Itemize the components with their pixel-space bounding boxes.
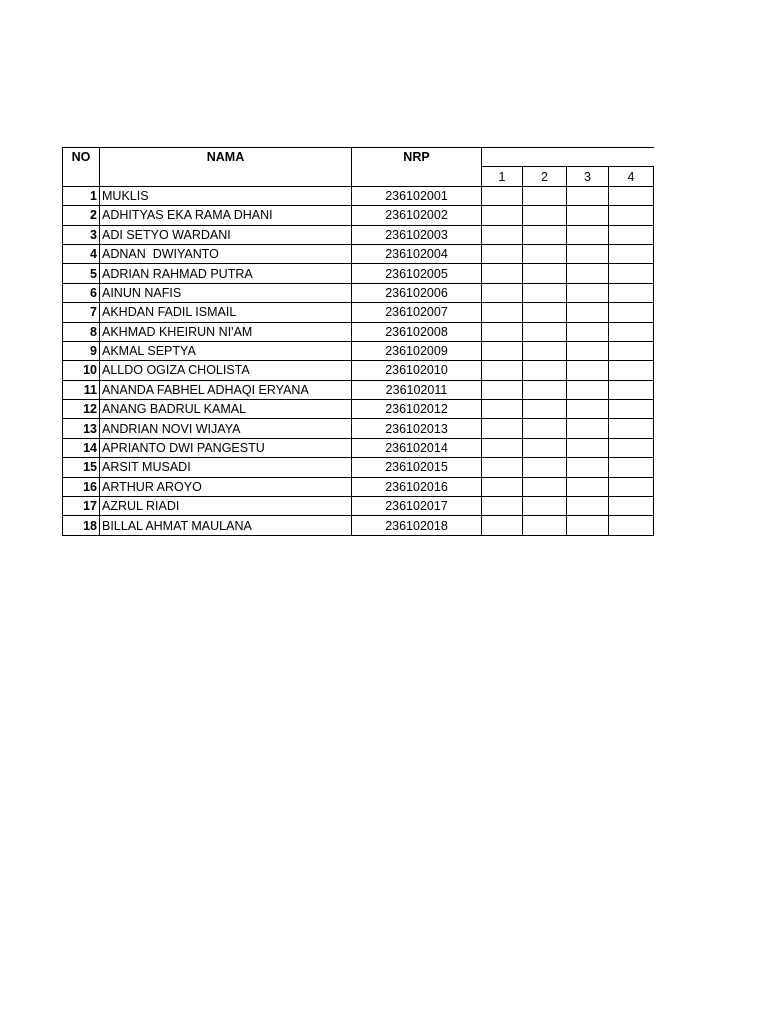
row-number: 2 — [63, 206, 100, 225]
meeting-cell-4[interactable] — [609, 341, 654, 360]
meeting-cell-4[interactable] — [609, 361, 654, 380]
meeting-cell-4[interactable] — [609, 206, 654, 225]
header-nama-cont — [100, 167, 352, 186]
meeting-cell-3[interactable] — [567, 400, 609, 419]
meeting-cell-2[interactable] — [523, 322, 567, 341]
meeting-cell-4[interactable] — [609, 322, 654, 341]
student-name: ANDRIAN NOVI WIJAYA — [100, 419, 352, 438]
student-nrp: 236102002 — [352, 206, 482, 225]
meeting-header-3: 3 — [567, 167, 609, 186]
student-name: ADNAN DWIYANTO — [100, 244, 352, 263]
meeting-cell-1[interactable] — [482, 264, 523, 283]
meeting-cell-1[interactable] — [482, 303, 523, 322]
table-row — [63, 438, 654, 457]
meeting-cell-2[interactable] — [523, 244, 567, 263]
row-number: 8 — [63, 322, 100, 341]
meeting-cell-2[interactable] — [523, 380, 567, 399]
header-row — [63, 148, 654, 167]
header-nama: NAMA — [100, 148, 352, 167]
header-meetings-group — [482, 148, 654, 167]
student-name: ADRIAN RAHMAD PUTRA — [100, 264, 352, 283]
table-row — [63, 264, 654, 283]
meeting-cell-3[interactable] — [567, 225, 609, 244]
table-row — [63, 380, 654, 399]
meeting-cell-4[interactable] — [609, 497, 654, 516]
meeting-cell-3[interactable] — [567, 438, 609, 457]
meeting-cell-2[interactable] — [523, 400, 567, 419]
table-row — [63, 516, 654, 535]
student-nrp: 236102008 — [352, 322, 482, 341]
student-name: AKMAL SEPTYA — [100, 341, 352, 360]
student-nrp: 236102015 — [352, 458, 482, 477]
meeting-cell-1[interactable] — [482, 225, 523, 244]
row-number: 12 — [63, 400, 100, 419]
student-nrp: 236102016 — [352, 477, 482, 496]
student-name: ANANG BADRUL KAMAL — [100, 400, 352, 419]
student-nrp: 236102010 — [352, 361, 482, 380]
meeting-cell-1[interactable] — [482, 322, 523, 341]
meeting-cell-3[interactable] — [567, 206, 609, 225]
meeting-cell-2[interactable] — [523, 283, 567, 302]
row-number: 7 — [63, 303, 100, 322]
meeting-cell-2[interactable] — [523, 264, 567, 283]
meeting-header-4: 4 — [609, 167, 654, 186]
meeting-cell-3[interactable] — [567, 458, 609, 477]
meeting-cell-2[interactable] — [523, 225, 567, 244]
meeting-cell-2[interactable] — [523, 477, 567, 496]
meeting-cell-3[interactable] — [567, 419, 609, 438]
meeting-cell-3[interactable] — [567, 477, 609, 496]
student-nrp: 236102006 — [352, 283, 482, 302]
meeting-cell-3[interactable] — [567, 341, 609, 360]
meeting-cell-3[interactable] — [567, 516, 609, 535]
student-nrp: 236102004 — [352, 244, 482, 263]
meeting-cell-1[interactable] — [482, 244, 523, 263]
meeting-header-2: 2 — [523, 167, 567, 186]
student-nrp: 236102014 — [352, 438, 482, 457]
student-nrp: 236102017 — [352, 497, 482, 516]
row-number: 4 — [63, 244, 100, 263]
header-no: NO — [63, 148, 100, 167]
meeting-cell-4[interactable] — [609, 400, 654, 419]
meeting-cell-2[interactable] — [523, 458, 567, 477]
table-row — [63, 322, 654, 341]
meeting-cell-2[interactable] — [523, 516, 567, 535]
row-number: 18 — [63, 516, 100, 535]
meeting-header-1: 1 — [482, 167, 523, 186]
student-nrp: 236102011 — [352, 380, 482, 399]
attendance-table — [62, 147, 654, 536]
meeting-cell-3[interactable] — [567, 264, 609, 283]
meeting-cell-3[interactable] — [567, 380, 609, 399]
row-number: 1 — [63, 186, 100, 205]
meeting-cell-3[interactable] — [567, 303, 609, 322]
table-row — [63, 497, 654, 516]
meeting-cell-1[interactable] — [482, 497, 523, 516]
table-row — [63, 206, 654, 225]
meeting-cell-3[interactable] — [567, 244, 609, 263]
meeting-cell-3[interactable] — [567, 186, 609, 205]
meeting-cell-2[interactable] — [523, 341, 567, 360]
header-no-cont — [63, 167, 100, 186]
meeting-cell-3[interactable] — [567, 322, 609, 341]
meeting-cell-1[interactable] — [482, 419, 523, 438]
header-nrp-cont — [352, 167, 482, 186]
table-row — [63, 419, 654, 438]
table-row — [63, 283, 654, 302]
student-name: ALLDO OGIZA CHOLISTA — [100, 361, 352, 380]
row-number: 9 — [63, 341, 100, 360]
student-nrp: 236102007 — [352, 303, 482, 322]
meeting-cell-1[interactable] — [482, 477, 523, 496]
student-nrp: 236102005 — [352, 264, 482, 283]
meeting-cell-4[interactable] — [609, 186, 654, 205]
meeting-cell-4[interactable] — [609, 225, 654, 244]
row-number: 6 — [63, 283, 100, 302]
meeting-cell-4[interactable] — [609, 283, 654, 302]
student-name: ADI SETYO WARDANI — [100, 225, 352, 244]
meeting-cell-2[interactable] — [523, 438, 567, 457]
meeting-cell-4[interactable] — [609, 477, 654, 496]
student-name: ADHITYAS EKA RAMA DHANI — [100, 206, 352, 225]
meeting-cell-3[interactable] — [567, 497, 609, 516]
table-row — [63, 303, 654, 322]
table-row — [63, 341, 654, 360]
row-number: 10 — [63, 361, 100, 380]
meeting-cell-2[interactable] — [523, 497, 567, 516]
row-number: 16 — [63, 477, 100, 496]
student-nrp: 236102001 — [352, 186, 482, 205]
table-row — [63, 225, 654, 244]
meeting-cell-1[interactable] — [482, 361, 523, 380]
meeting-cell-4[interactable] — [609, 438, 654, 457]
row-number: 5 — [63, 264, 100, 283]
meeting-cell-2[interactable] — [523, 419, 567, 438]
meeting-cell-3[interactable] — [567, 283, 609, 302]
meeting-cell-1[interactable] — [482, 206, 523, 225]
meeting-cell-4[interactable] — [609, 264, 654, 283]
meeting-cell-3[interactable] — [567, 361, 609, 380]
meeting-cell-1[interactable] — [482, 400, 523, 419]
student-nrp: 236102003 — [352, 225, 482, 244]
row-number: 17 — [63, 497, 100, 516]
student-name: ARSIT MUSADI — [100, 458, 352, 477]
meeting-cell-2[interactable] — [523, 303, 567, 322]
meeting-cell-2[interactable] — [523, 206, 567, 225]
meeting-cell-1[interactable] — [482, 516, 523, 535]
row-number: 15 — [63, 458, 100, 477]
meeting-cell-4[interactable] — [609, 244, 654, 263]
header-nrp: NRP — [352, 148, 482, 167]
student-name: ARTHUR AROYO — [100, 477, 352, 496]
table-row — [63, 361, 654, 380]
row-number: 14 — [63, 438, 100, 457]
student-name: AKHMAD KHEIRUN NI'AM — [100, 322, 352, 341]
meeting-cell-1[interactable] — [482, 283, 523, 302]
student-name: MUKLIS — [100, 186, 352, 205]
student-name: BILLAL AHMAT MAULANA — [100, 516, 352, 535]
student-nrp: 236102012 — [352, 400, 482, 419]
table-row — [63, 458, 654, 477]
meeting-cell-4[interactable] — [609, 303, 654, 322]
subheader-row — [63, 167, 654, 186]
meeting-cell-4[interactable] — [609, 458, 654, 477]
table-row — [63, 186, 654, 205]
row-number: 3 — [63, 225, 100, 244]
meeting-cell-4[interactable] — [609, 516, 654, 535]
meeting-cell-1[interactable] — [482, 380, 523, 399]
student-nrp: 236102018 — [352, 516, 482, 535]
meeting-cell-1[interactable] — [482, 458, 523, 477]
row-number: 13 — [63, 419, 100, 438]
student-name: APRIANTO DWI PANGESTU — [100, 438, 352, 457]
table-row — [63, 477, 654, 496]
table-row — [63, 400, 654, 419]
student-name: AINUN NAFIS — [100, 283, 352, 302]
meeting-cell-4[interactable] — [609, 419, 654, 438]
meeting-cell-2[interactable] — [523, 361, 567, 380]
meeting-cell-1[interactable] — [482, 186, 523, 205]
meeting-cell-1[interactable] — [482, 341, 523, 360]
table-row — [63, 244, 654, 263]
student-name: ANANDA FABHEL ADHAQI ERYANA — [100, 380, 352, 399]
meeting-cell-1[interactable] — [482, 438, 523, 457]
student-name: AKHDAN FADIL ISMAIL — [100, 303, 352, 322]
student-nrp: 236102013 — [352, 419, 482, 438]
row-number: 11 — [63, 380, 100, 399]
student-nrp: 236102009 — [352, 341, 482, 360]
meeting-cell-4[interactable] — [609, 380, 654, 399]
meeting-cell-2[interactable] — [523, 186, 567, 205]
student-name: AZRUL RIADI — [100, 497, 352, 516]
